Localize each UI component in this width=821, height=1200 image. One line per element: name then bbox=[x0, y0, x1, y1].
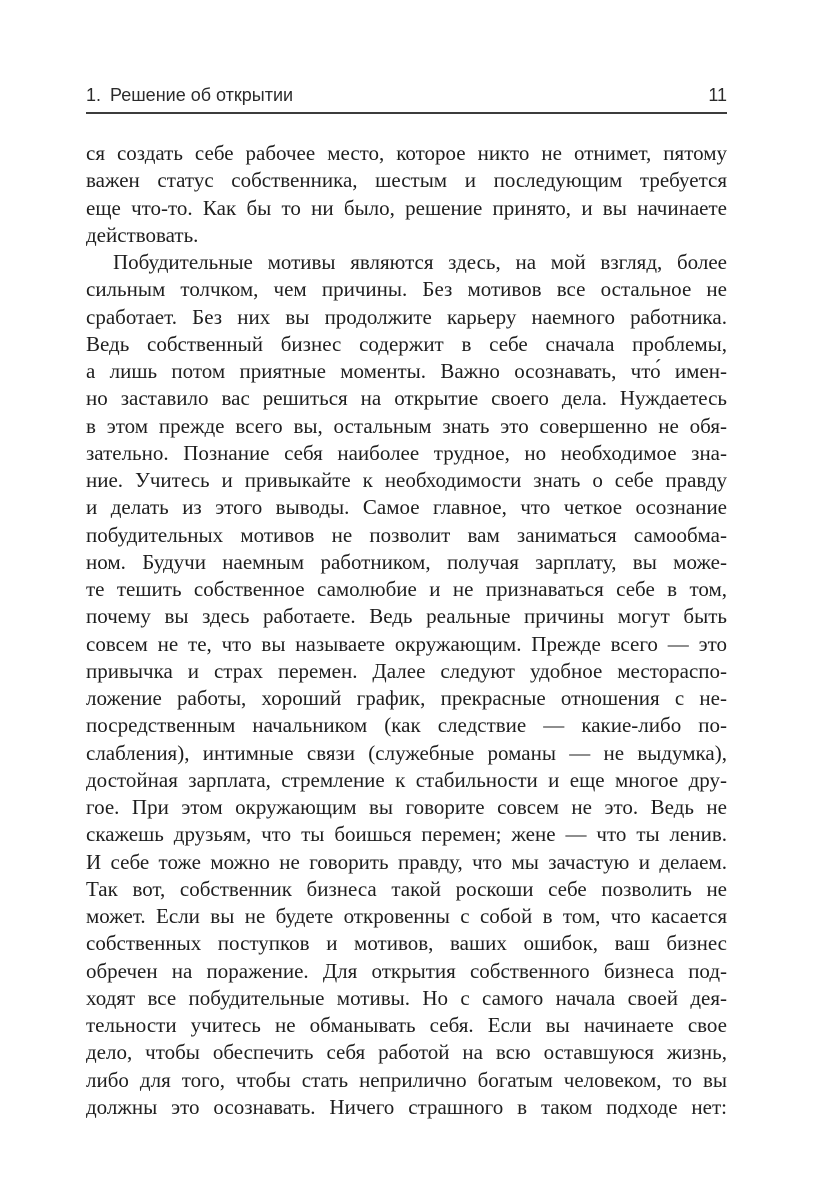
text-line: те тешить собственное самолюбие и не признаваться себе в том, bbox=[86, 577, 727, 601]
text-line: побудительных мотивов не позволит вам заниматься самообма- bbox=[86, 522, 727, 547]
text-line: ложение работы, хороший график, прекрасные отношения с не- bbox=[86, 686, 727, 710]
paragraph bbox=[86, 140, 727, 249]
text-line: гое. При этом окружающим вы говорите совсем не это. Ведь не bbox=[86, 795, 727, 819]
text-line: действовать. bbox=[86, 222, 199, 247]
page-number: 11 bbox=[708, 85, 727, 105]
text-line: зательно. Познание себя наиболее трудное, но необходимое зна- bbox=[86, 440, 727, 465]
text-line: ся создать себе рабочее место, которое никто не отнимет, пятому bbox=[86, 141, 727, 165]
text-line: должны это осознавать. Ничего страшного в таком подходе нет: bbox=[86, 1094, 727, 1119]
text-line: в этом прежде всего вы, остальным знать это совершенно не обя- bbox=[86, 413, 727, 438]
text-line: И себе тоже можно не говорить правду, что мы зачастую и делаем. bbox=[86, 849, 727, 874]
chapter-number: 1. bbox=[86, 85, 102, 105]
text-line: ном. Будучи наемным работником, получая зарплату, вы може- bbox=[86, 549, 727, 574]
text-line: либо для того, чтобы стать неприлично богатым человеком, то вы bbox=[86, 1067, 727, 1092]
text-line: обречен на поражение. Для открытия собственного бизнеса под- bbox=[86, 958, 727, 983]
text-line: дело, чтобы обеспечить себя работой на всю оставшуюся жизнь, bbox=[86, 1040, 727, 1065]
text-line: ние. Учитесь и привыкайте к необходимости знать о себе правду bbox=[86, 468, 727, 492]
text-line: сильным толчком, чем причины. Без мотивов все остальное не bbox=[86, 277, 727, 302]
running-head-chapter bbox=[86, 85, 293, 106]
text-line: и делать из этого выводы. Самое главное, что четкое осознание bbox=[86, 495, 727, 520]
text-line: ходят все побудительные мотивы. Но с самого начала своей дея- bbox=[86, 985, 727, 1010]
text-line: слабления), интимные связи (служебные романы — не выдумка), bbox=[86, 740, 727, 765]
text-line: а лишь потом приятные моменты. Важно осознавать, что́ имен- bbox=[86, 359, 727, 383]
text-line: собственных поступков и мотивов, ваших ошибок, ваш бизнес bbox=[86, 931, 727, 956]
text-line: еще что-то. Как бы то ни было, решение принято, и вы начинаете bbox=[86, 195, 727, 220]
page-header bbox=[86, 85, 727, 106]
text-line: достойная зарплата, стремление к стабильности и еще многое дру- bbox=[86, 767, 727, 792]
text-line: Так вот, собственник бизнеса такой роскоши себе позволить не bbox=[86, 876, 727, 901]
text-line: сработает. Без них вы продолжите карьеру наемного работника. bbox=[86, 304, 727, 329]
text-line: Побудительные мотивы являются здесь, на мой взгляд, более bbox=[113, 250, 727, 274]
text-line: привычка и страх перемен. Далее следуют удобное местораспо- bbox=[86, 658, 727, 683]
chapter-title: Решение об открытии bbox=[110, 85, 294, 105]
text-line: совсем не те, что вы называете окружающим. Прежде всего — это bbox=[86, 631, 727, 656]
text-line: почему вы здесь работаете. Ведь реальные причины могут быть bbox=[86, 604, 727, 629]
body-text bbox=[86, 140, 727, 1121]
text-line: Ведь собственный бизнес содержит в себе сначала проблемы, bbox=[86, 331, 727, 356]
text-line: может. Если вы не будете откровенны с собой в том, что касается bbox=[86, 904, 727, 928]
text-line: тельности учитесь не обманывать себя. Если вы начинаете свое bbox=[86, 1013, 727, 1037]
text-line: посредственным начальником (как следствие — какие-либо по- bbox=[86, 713, 727, 738]
text-line: важен статус собственника, шестым и последующим требуется bbox=[86, 168, 727, 193]
text-line: но заставило вас решиться на открытие своего дела. Нуждаетесь bbox=[86, 386, 727, 411]
header-rule bbox=[86, 112, 727, 114]
text-line: скажешь друзьям, что ты боишься перемен; жене — что ты ленив. bbox=[86, 822, 727, 847]
paragraph bbox=[86, 249, 727, 1121]
